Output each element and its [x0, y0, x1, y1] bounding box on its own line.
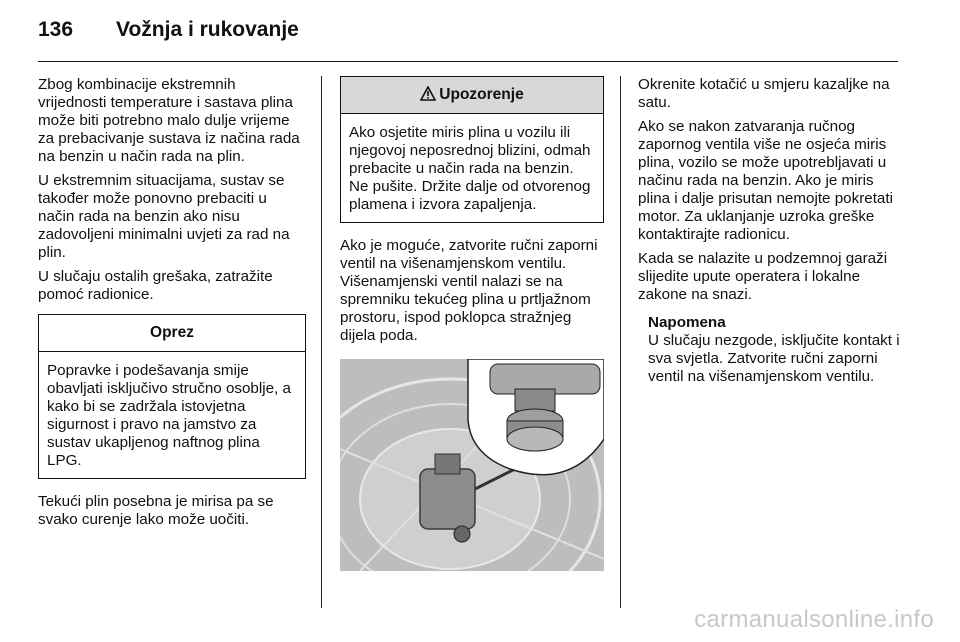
paragraph: U slučaju ostalih grešaka, zatražite pomoć radionice.: [38, 268, 273, 303]
paragraph: Ako je moguće, zatvorite ručni zaporni ventil na višenamjenskom ventilu. Višenamjenski ventil nalazi se na spremniku tekućeg plina u prtljažnom prostoru, ispod poklopca stražnjeg dijela poda.: [340, 237, 598, 344]
page-header: [38, 18, 299, 50]
page-number: 136: [38, 18, 74, 41]
chapter-title: Vožnja i rukovanje: [116, 18, 299, 41]
watermark: carmanualsonline.info: [694, 606, 934, 633]
warning-triangle-icon: [420, 79, 436, 115]
caution-title: Oprez: [39, 315, 305, 352]
column-3: [638, 76, 904, 386]
note-block: [648, 314, 904, 386]
warning-title: Upozorenje: [439, 86, 524, 103]
paragraph: U ekstremnim situacijama, sustav se također može ponovno prebaciti u način rada na benzin ako nisu zadovoljeni minimalni uvjeti za rad na plin.: [38, 172, 290, 261]
valve-illustration-drawing: [340, 359, 604, 571]
column-divider-1: [321, 76, 322, 608]
paragraph: Okrenite kotačić u smjeru kazaljke na satu.: [638, 76, 890, 111]
paragraph: Tekući plin posebna je mirisa pa se svako curenje lako može uočiti.: [38, 493, 274, 528]
paragraph: Zbog kombinacije ekstremnih vrijednosti temperature i sastava plina može biti potrebno malo dulje vrijeme za prebacivanje sustava iz načina rada na benzin u način rada na plin.: [38, 76, 300, 165]
caution-box: [38, 314, 306, 479]
warning-body: Ako osjetite miris plina u vozilu ili njegovoj neposrednoj blizini, odmah prebacite u način rada na benzin. Ne pušite. Držite dalje od otvorenog plamena i izvora zapaljenja.: [349, 124, 591, 213]
valve-illustration: [340, 359, 604, 571]
column-1: [38, 76, 306, 535]
column-2: [340, 76, 604, 571]
warning-header: [341, 77, 603, 114]
warning-box: [340, 76, 604, 223]
caution-body: Popravke i podešavanja smije obavljati isključivo stručno osoblje, a kako bi se zadržala istovjetna sigurnost i pravo na jamstvo za sustav ukapljenog naftnog plina LPG.: [47, 362, 291, 469]
column-divider-2: [620, 76, 621, 608]
header-rule: [38, 61, 898, 62]
paragraph: Ako se nakon zatvaranja ručnog zapornog ventila više ne osjeća miris plina, vozilo se može upotrebljavati u načinu rada na benzin. Ako je miris plina i dalje prisutan nemojte pokretati motor. Za uklanjanje uzroka greške kontaktirajte radionicu.: [638, 118, 893, 243]
paragraph: Kada se nalazite u podzemnoj garaži slijedite upute operatera i lokalne zakone na snazi.: [638, 250, 888, 303]
note-body: U slučaju nezgode, isključite kontakt i sva svjetla. Zatvorite ručni zaporni ventil na višenamjenskom ventilu.: [648, 332, 900, 385]
note-title: Napomena: [648, 314, 726, 331]
